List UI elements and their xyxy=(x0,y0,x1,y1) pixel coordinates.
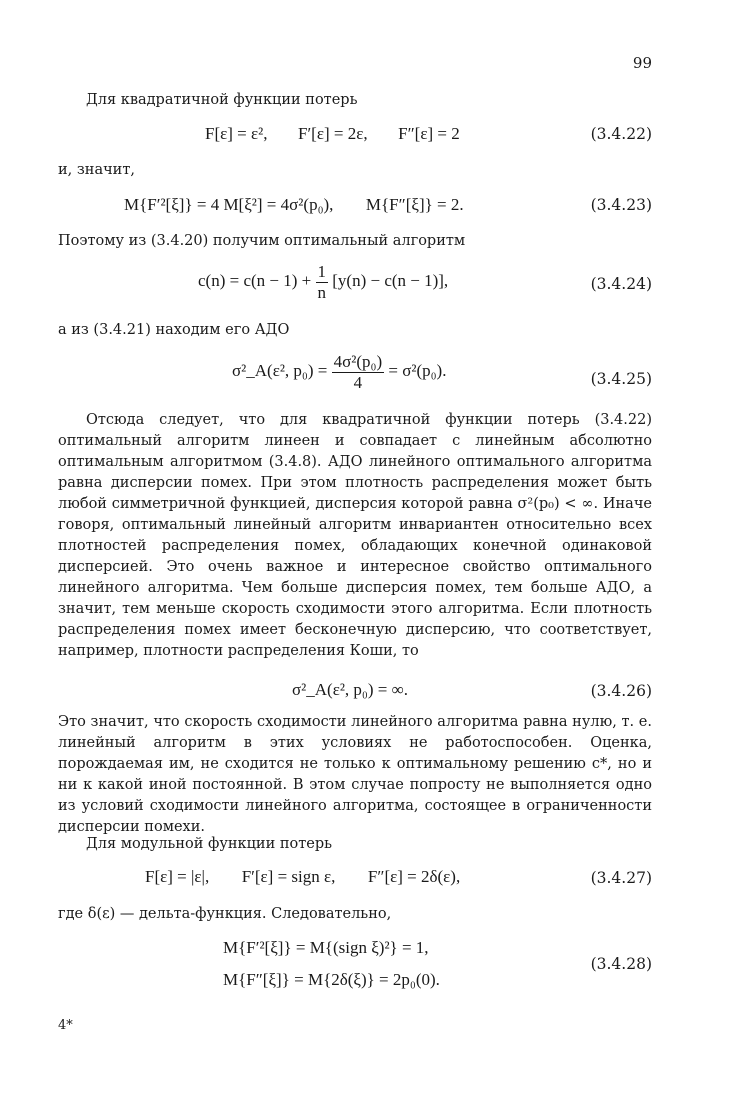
paragraph-ado-intro: а из (3.4.21) находим его АДО xyxy=(58,322,290,338)
eq24-denominator: n xyxy=(317,282,326,302)
eq25-numerator: 4σ²(p₀) xyxy=(333,352,383,371)
paragraph-optimal-algorithm-intro: Поэтому из (3.4.20) получим оптимальный алгоритм xyxy=(58,233,466,249)
eq22-part-a: F[ε] = ε², xyxy=(205,124,268,143)
equation-label-3-4-28: (3.4.28) xyxy=(590,955,652,973)
eq24-lhs: c(n) = c(n − 1) + xyxy=(198,270,312,290)
page-number: 99 xyxy=(632,54,652,72)
equation-3-4-25 xyxy=(232,352,446,392)
equation-label-3-4-25: (3.4.25) xyxy=(590,370,652,388)
equation-label-3-4-27: (3.4.27) xyxy=(590,869,652,887)
equation-label-3-4-23: (3.4.23) xyxy=(590,196,652,214)
eq24-rhs: [y(n) − c(n − 1)], xyxy=(332,270,449,290)
eq24-fraction xyxy=(316,262,329,302)
paragraph-quadratic-conclusion: Отсюда следует, что для квадратичной функции потерь (3.4.22) оптимальный алгоритм линеен и совпадает с линейным абсолютно оптимальным алгоритмом (3.4.8). АДО линейного оптимального алгоритма равна дисперсии помех. При этом плотность распределения может быть любой симметричной функцией, дисперсия которой равна σ²(p₀) < ∞. Иначе говоря, оптимальный линейный алгоритм инвариантен относительно всех плотностей распределения помех, обладающих конечной одинаковой дисперсией. Это очень важное и интересное свойство оптимального линейного алгоритма. Чем больше дисперсия помех, тем больше АДО, а значит, тем меньше скорость сходимости этого алгоритма. Если плотность распределения помех имеет бесконечную дисперсию, что соответствует, например, плотности распределения Коши, то xyxy=(58,412,652,659)
equation-label-3-4-22: (3.4.22) xyxy=(590,125,652,143)
paragraph-and-therefore: и, значит, xyxy=(58,162,135,178)
page-signature-mark: 4* xyxy=(58,1018,73,1033)
paragraph-modular-loss-intro: Для модульной функции потерь xyxy=(86,836,333,852)
equation-3-4-27 xyxy=(145,867,460,887)
equation-3-4-28-line-1: M{F′²[ξ]} = M{(sign ξ)²} = 1, xyxy=(223,938,429,957)
eq22-part-b: F′[ε] = 2ε, xyxy=(298,124,368,143)
eq22-part-c: F″[ε] = 2 xyxy=(398,124,460,143)
eq25-lhs: σ²_A(ε², p₀) = xyxy=(232,360,328,380)
eq25-denominator: 4 xyxy=(353,372,363,392)
paragraph-delta-function: где δ(ε) — дельта-функция. Следовательно, xyxy=(58,906,392,922)
eq27-part-b: F′[ε] = sign ε, xyxy=(241,867,336,886)
equation-3-4-26: σ²_A(ε², p₀) = ∞. xyxy=(292,680,408,699)
eq27-part-a: F[ε] = |ε|, xyxy=(145,867,210,886)
equation-3-4-24 xyxy=(198,262,448,302)
eq23-part-b: M{F″[ξ]} = 2. xyxy=(365,195,464,214)
equation-label-3-4-24: (3.4.24) xyxy=(590,275,652,293)
equation-3-4-28-line-2: M{F″[ξ]} = M{2δ(ξ)} = 2p₀(0). xyxy=(223,970,440,989)
eq24-numerator: 1 xyxy=(317,262,326,281)
eq27-part-c: F″[ε] = 2δ(ε), xyxy=(367,867,461,886)
eq23-part-a: M{F′²[ξ]} = 4 M[ξ²] = 4σ²(p₀), xyxy=(124,195,334,214)
eq25-rhs: = σ²(p₀). xyxy=(388,360,447,380)
paragraph-linear-algorithm-convergence: Это значит, что скорость сходимости линейного алгоритма равна нулю, т. е. линейный алгоритм в этих условиях не работоспособен. Оценка, порождаемая им, не сходится не только к оптимальному решению c*, но и ни к какой иной постоянной. В этом случае попросту не выполняется одно из условий сходимости линейного алгоритма, состоящее в ограниченности дисперсии помехи. xyxy=(58,714,652,835)
paragraph-quadratic-loss-intro: Для квадратичной функции потерь xyxy=(86,92,358,108)
equation-3-4-23 xyxy=(124,195,464,215)
equation-3-4-22 xyxy=(205,124,460,144)
equation-label-3-4-26: (3.4.26) xyxy=(590,682,652,700)
eq25-fraction xyxy=(332,352,385,392)
